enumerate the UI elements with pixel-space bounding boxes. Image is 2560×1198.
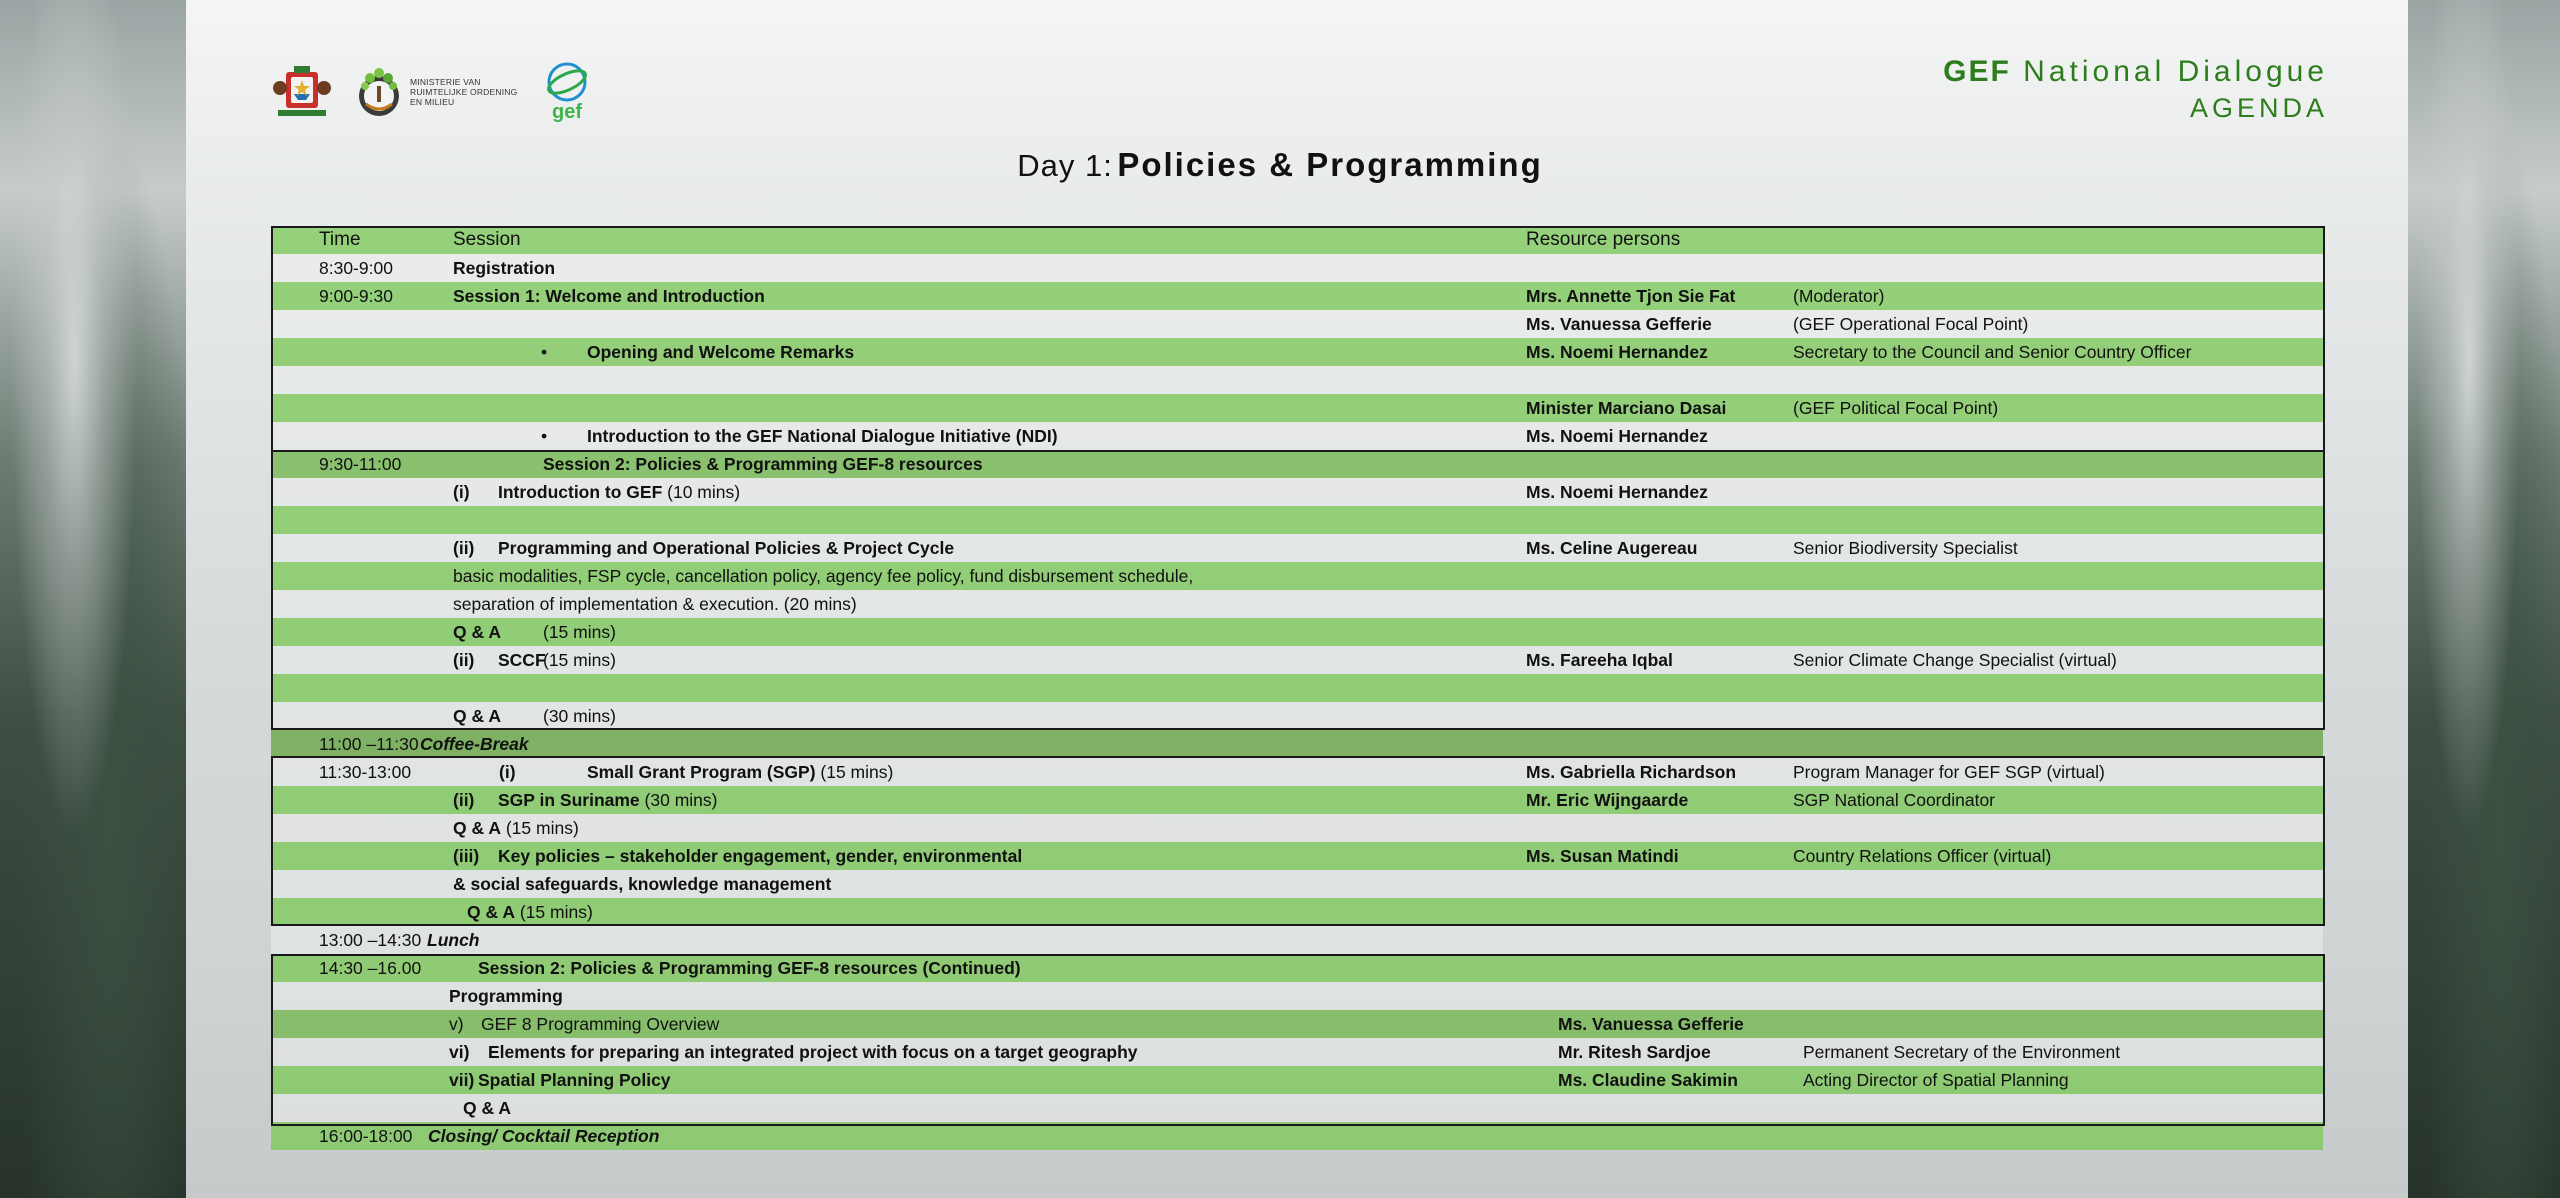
row-role: (Moderator) <box>1793 286 1885 306</box>
header-session: Session <box>453 229 521 250</box>
row-person: Ms. Noemi Hernandez <box>1526 482 1708 502</box>
row-number: v) <box>449 1014 464 1034</box>
row-time: 11:00 –11:30 <box>319 734 419 754</box>
row-qa: Q & A <box>463 1098 511 1118</box>
row-break-label: Lunch <box>427 930 480 950</box>
table-row <box>271 338 2323 366</box>
row-time: 8:30-9:00 <box>319 258 393 278</box>
row-duration: (15 mins) <box>519 902 593 922</box>
row-time: 11:30-13:00 <box>319 762 412 782</box>
row-role: Country Relations Officer (virtual) <box>1793 846 2052 866</box>
row-person: Mr. Ritesh Sardjoe <box>1558 1042 1711 1062</box>
row-role: Senior Biodiversity Specialist <box>1793 538 2018 558</box>
row-description: & social safeguards, knowledge management <box>453 874 832 894</box>
bullet: • <box>541 426 548 446</box>
row-session: Spatial Planning Policy <box>478 1070 671 1090</box>
table-row-break <box>271 1122 2323 1150</box>
row-person: Ms. Vanuessa Gefferie <box>1526 314 1712 334</box>
table-row-empty <box>271 506 2323 534</box>
row-session: Programming and Operational Policies & Project Cycle <box>498 538 955 558</box>
row-duration: (15 mins) <box>505 818 579 838</box>
header-brand: GEF <box>1943 55 2011 88</box>
ministry-logo-text <box>410 77 520 107</box>
table-row <box>271 534 2323 562</box>
row-number: (i) <box>499 762 516 782</box>
table-row <box>271 898 2323 926</box>
table-row <box>271 646 2323 674</box>
table-row-break <box>271 730 2323 758</box>
row-time: 13:00 –14:30 <box>319 930 422 950</box>
table-row <box>271 842 2323 870</box>
row-person: Mr. Eric Wijngaarde <box>1526 790 1689 810</box>
table-row <box>271 1066 2323 1094</box>
row-duration: (30 mins) <box>543 706 616 726</box>
table-row <box>271 870 2323 898</box>
header-title: National Dialogue <box>2023 55 2328 88</box>
row-description: Programming <box>449 986 563 1006</box>
row-role: Permanent Secretary of the Environment <box>1803 1042 2121 1062</box>
header-subtitle: AGENDA <box>2189 93 2328 123</box>
gef-logo-icon <box>544 60 590 124</box>
row-session: Session 2: Policies & Programming GEF-8 resources <box>543 454 983 474</box>
row-role: (GEF Political Focal Point) <box>1793 398 1999 418</box>
row-description: basic modalities, FSP cycle, cancellation policy, agency fee policy, fund disbursement schedule, <box>453 566 1194 586</box>
row-session: SCCF <box>498 650 546 670</box>
row-break-label: Coffee-Break <box>420 734 529 754</box>
table-header-row <box>271 226 2323 254</box>
logo-bar <box>272 58 590 126</box>
row-duration: (15 mins) <box>543 650 616 670</box>
row-session: Registration <box>453 258 556 278</box>
row-number: (ii) <box>453 650 475 670</box>
row-session: GEF 8 Programming Overview <box>481 1014 720 1034</box>
table-row <box>271 394 2323 422</box>
row-time: 9:00-9:30 <box>319 286 393 306</box>
suriname-coat-of-arms-icon <box>272 64 332 120</box>
row-session: Small Grant Program (SGP) <box>587 762 816 782</box>
table-row <box>271 954 2323 982</box>
row-description: separation of implementation & execution. (20 mins) <box>453 594 857 614</box>
day-prefix: Day 1: <box>1017 148 1113 183</box>
row-session: SGP in Suriname <box>498 790 640 810</box>
row-time: 14:30 –16.00 <box>319 958 422 978</box>
row-session: Elements for preparing an integrated project with focus on a target geography <box>488 1042 1138 1062</box>
table-row <box>271 310 2323 338</box>
row-session: Opening and Welcome Remarks <box>587 342 855 362</box>
table-row <box>271 562 2323 590</box>
row-break-label: Closing/ Cocktail Reception <box>428 1126 660 1146</box>
header-time: Time <box>319 229 361 250</box>
row-person: Ms. Celine Augereau <box>1526 538 1698 558</box>
row-duration: (15 mins) <box>820 762 894 782</box>
table-row <box>271 1094 2323 1122</box>
ministry-line-1: MINISTERIE VAN <box>410 77 481 87</box>
ministry-line-2: RUIMTELIJKE ORDENING <box>410 87 518 97</box>
table-row <box>271 758 2323 786</box>
row-person: Ms. Noemi Hernandez <box>1526 342 1708 362</box>
row-qa: Q & A <box>453 818 501 838</box>
row-role: (GEF Operational Focal Point) <box>1793 314 2029 334</box>
table-row <box>271 1038 2323 1066</box>
row-duration: (30 mins) <box>644 790 718 810</box>
agenda-table <box>271 226 2323 1150</box>
dialogue-header <box>1943 54 2328 126</box>
ministry-logo <box>356 64 520 120</box>
table-row <box>271 422 2323 450</box>
row-session: Key policies – stakeholder engagement, gender, environmental <box>498 846 1023 866</box>
bullet: • <box>541 342 548 362</box>
row-time: 9:30-11:00 <box>319 454 402 474</box>
row-person: Ms. Noemi Hernandez <box>1526 426 1708 446</box>
table-row <box>271 1010 2323 1038</box>
row-number: (ii) <box>453 538 475 558</box>
row-role: Acting Director of Spatial Planning <box>1803 1070 2069 1090</box>
ministry-tree-icon <box>356 64 402 120</box>
row-qa: Q & A <box>467 902 515 922</box>
row-session: Introduction to the GEF National Dialogue Initiative (NDI) <box>587 426 1058 446</box>
row-session: Introduction to GEF <box>498 482 663 502</box>
row-number: (i) <box>453 482 470 502</box>
ministry-line-3: EN MILIEU <box>410 97 455 107</box>
row-person: Ms. Susan Matindi <box>1526 846 1679 866</box>
row-person: Ms. Claudine Sakimin <box>1558 1070 1738 1090</box>
row-number: (iii) <box>453 846 480 866</box>
table-row-empty <box>271 674 2323 702</box>
row-session: Session 2: Policies & Programming GEF-8 resources (Continued) <box>478 958 1021 978</box>
row-time: 16:00-18:00 <box>319 1126 413 1146</box>
row-qa: Q & A <box>453 706 501 726</box>
row-duration: (15 mins) <box>543 622 616 642</box>
row-person: Ms. Gabriella Richardson <box>1526 762 1737 782</box>
table-row <box>271 982 2323 1010</box>
table-row <box>271 814 2323 842</box>
table-row-break <box>271 926 2323 954</box>
row-role: Senior Climate Change Specialist (virtual) <box>1793 650 2117 670</box>
table-row-empty <box>271 366 2323 394</box>
row-number: vi) <box>449 1042 470 1062</box>
row-session: Session 1: Welcome and Introduction <box>453 286 765 306</box>
table-row <box>271 702 2323 730</box>
row-person: Ms. Fareeha Iqbal <box>1526 650 1673 670</box>
row-person: Minister Marciano Dasai <box>1526 398 1727 418</box>
row-role: Program Manager for GEF SGP (virtual) <box>1793 762 2105 782</box>
table-row <box>271 282 2323 310</box>
row-duration: (10 mins) <box>667 482 741 502</box>
row-number: vii) <box>449 1070 475 1090</box>
table-row <box>271 590 2323 618</box>
row-role: Secretary to the Council and Senior Country Officer <box>1793 342 2192 362</box>
row-number: (ii) <box>453 790 475 810</box>
table-row <box>271 618 2323 646</box>
table-row <box>271 786 2323 814</box>
header-resource: Resource persons <box>1526 229 1681 250</box>
row-person: Ms. Vanuessa Gefferie <box>1558 1014 1744 1034</box>
gef-logo-text: gef <box>552 101 582 123</box>
row-person: Mrs. Annette Tjon Sie Fat <box>1526 286 1736 306</box>
day-heading: Policies & Programming <box>1117 146 1543 183</box>
table-row <box>271 254 2323 282</box>
row-qa: Q & A <box>453 622 501 642</box>
row-role: SGP National Coordinator <box>1793 790 1996 810</box>
table-row <box>271 450 2323 478</box>
day-title <box>0 146 2560 184</box>
table-row <box>271 478 2323 506</box>
